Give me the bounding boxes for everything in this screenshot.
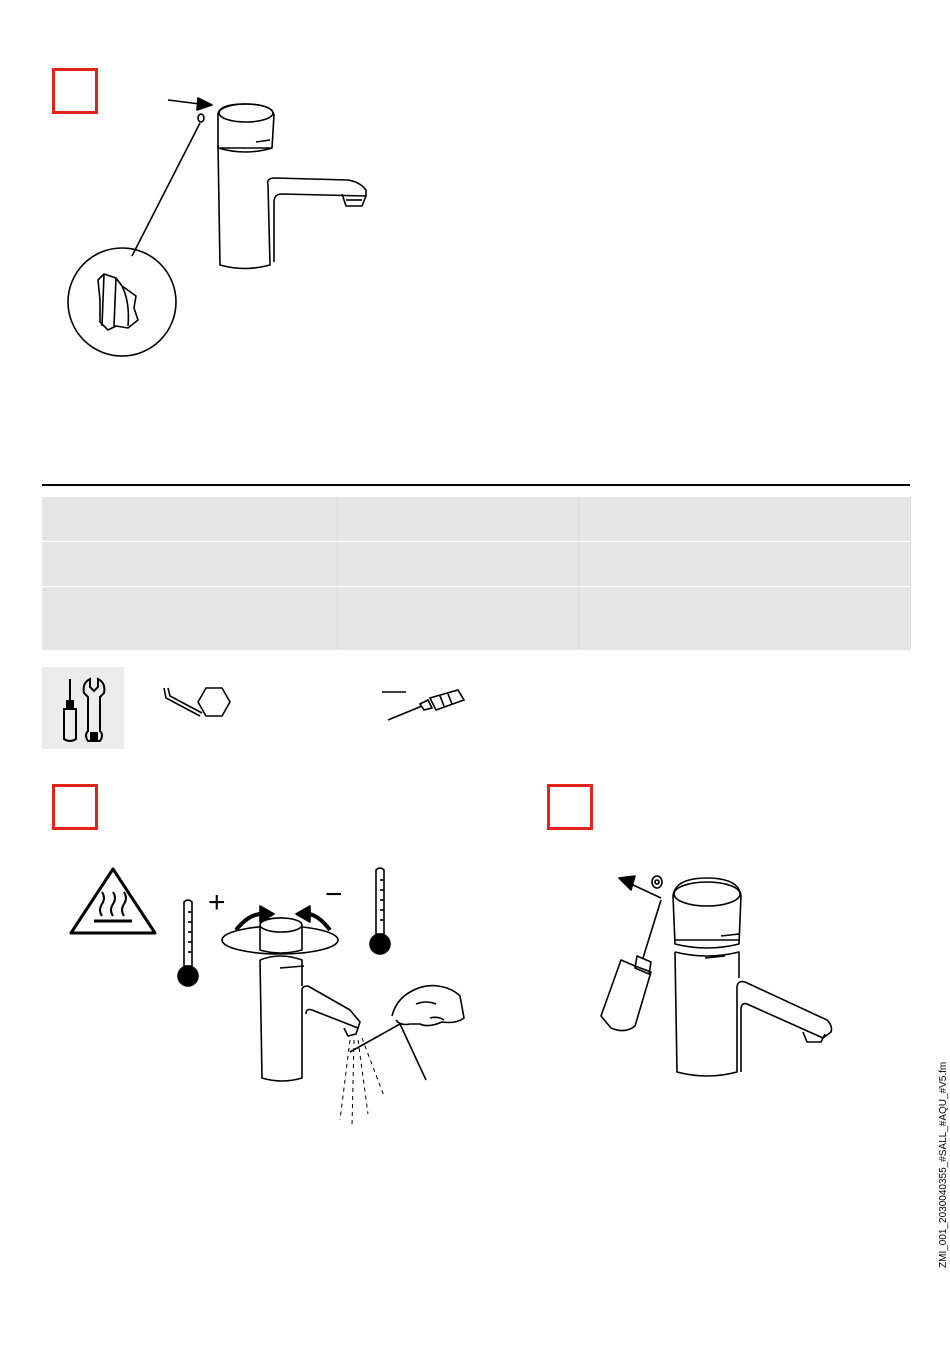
- table-cell: [42, 541, 338, 586]
- step-marker-right: [547, 784, 593, 830]
- section-divider: [42, 484, 910, 486]
- tools-panel: [42, 667, 124, 749]
- table-row: [42, 586, 911, 650]
- table-row: [42, 497, 911, 541]
- table-cell: [579, 586, 911, 650]
- hex-key-icon: [160, 684, 232, 720]
- decrease-temperature-symbol: −: [325, 878, 343, 911]
- table-cell: [338, 541, 579, 586]
- table-cell: [579, 541, 911, 586]
- table-cell: [338, 586, 579, 650]
- hot-surface-warning-icon: [68, 866, 158, 936]
- flat-screwdriver-icon: [380, 688, 470, 722]
- step-marker-left: [52, 784, 98, 830]
- faucet-remove-cap-illustration: [60, 90, 390, 360]
- file-code: ZMI_001_2030040355_#SALL_#AQU_#V5.fm: [938, 1061, 949, 1268]
- table-row: [42, 541, 911, 586]
- table-cell: [579, 497, 911, 541]
- faucet-adjust-temperature-illustration: [220, 900, 470, 1130]
- table-cell: [338, 497, 579, 541]
- screwdriver-wrench-icon: [56, 675, 112, 743]
- specification-table: [42, 497, 911, 650]
- increase-temperature-symbol: +: [208, 886, 226, 919]
- faucet-screwdriver-cap-illustration: [595, 866, 845, 1082]
- thermometer-hot-icon: [176, 898, 200, 990]
- table-cell: [42, 497, 338, 541]
- table-cell: [42, 586, 338, 650]
